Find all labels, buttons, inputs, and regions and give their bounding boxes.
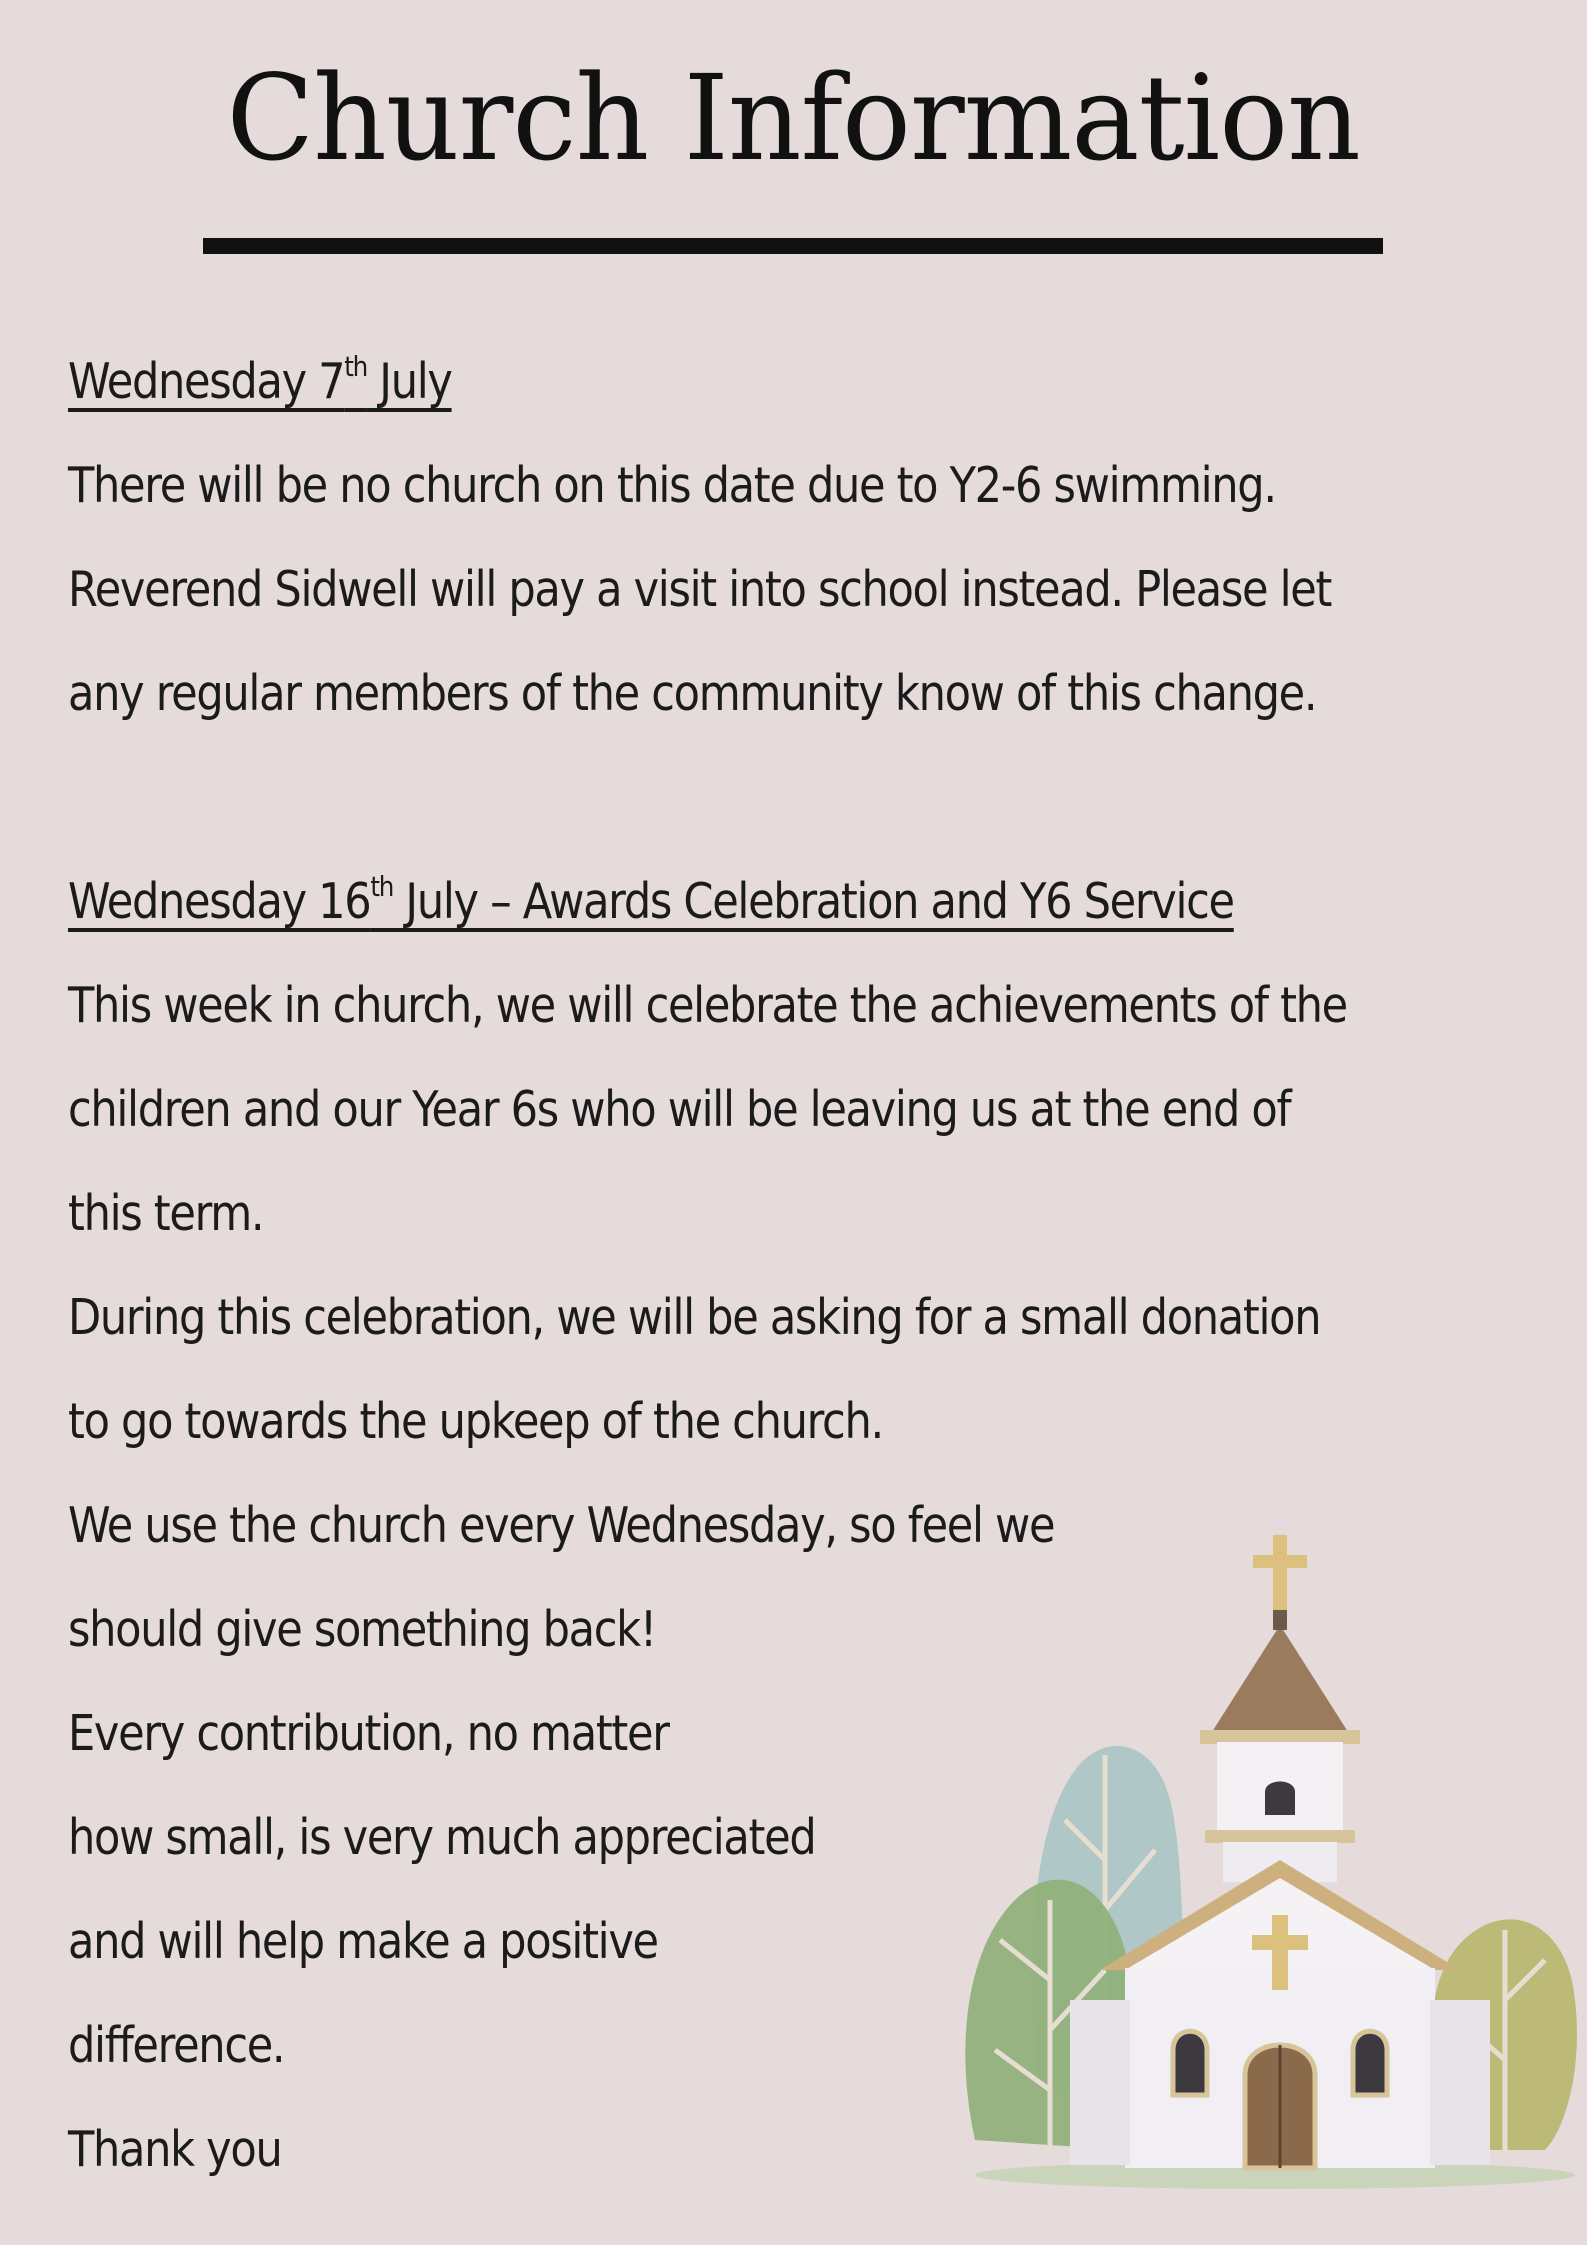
section2-heading-sup: th [370,870,394,903]
section2-line: We use the church every Wednesday, so feel we [68,1497,1055,1554]
section1-heading-month: July [366,353,452,410]
section2-heading-rest: July – Awards Celebration and Y6 Service [393,873,1234,930]
section2-heading-day: Wednesday 16 [68,873,371,930]
section2-line: difference. [68,2017,285,2074]
section-spacer [68,746,1370,850]
section2-line: this term. [68,1185,264,1242]
section2-line: should give something back! [68,1601,656,1658]
section1-heading-day: Wednesday 7 [68,353,345,410]
section2-line: to go towards the upkeep of the church. [68,1393,883,1450]
section2-line: Every contribution, no matter [68,1705,669,1762]
title-wrapper [0,49,1587,187]
section2-line: children and our Year 6s who will be leaving us at the end of [68,1081,1291,1138]
title-underline [203,238,1383,254]
section2-line: This week in church, we will celebrate the achievements of the [68,977,1347,1034]
church-watercolor-icon [955,1530,1585,2190]
section2-line: how small, is very much appreciated [68,1809,816,1866]
section1-line: any regular members of the community know of this change. [68,665,1317,722]
section2-line: Thank you [68,2121,282,2178]
page-title: Church Information [226,49,1361,187]
section1-line: There will be no church on this date due to Y2-6 swimming. [68,457,1276,514]
section1-line: Reverend Sidwell will pay a visit into school instead. Please let [68,561,1332,618]
section2-line: and will help make a positive [68,1913,658,1970]
section2-line: During this celebration, we will be asking for a small donation [68,1289,1321,1346]
section1-heading [68,330,1370,434]
section1-heading-sup: th [344,350,367,383]
section2-heading [68,850,1370,954]
